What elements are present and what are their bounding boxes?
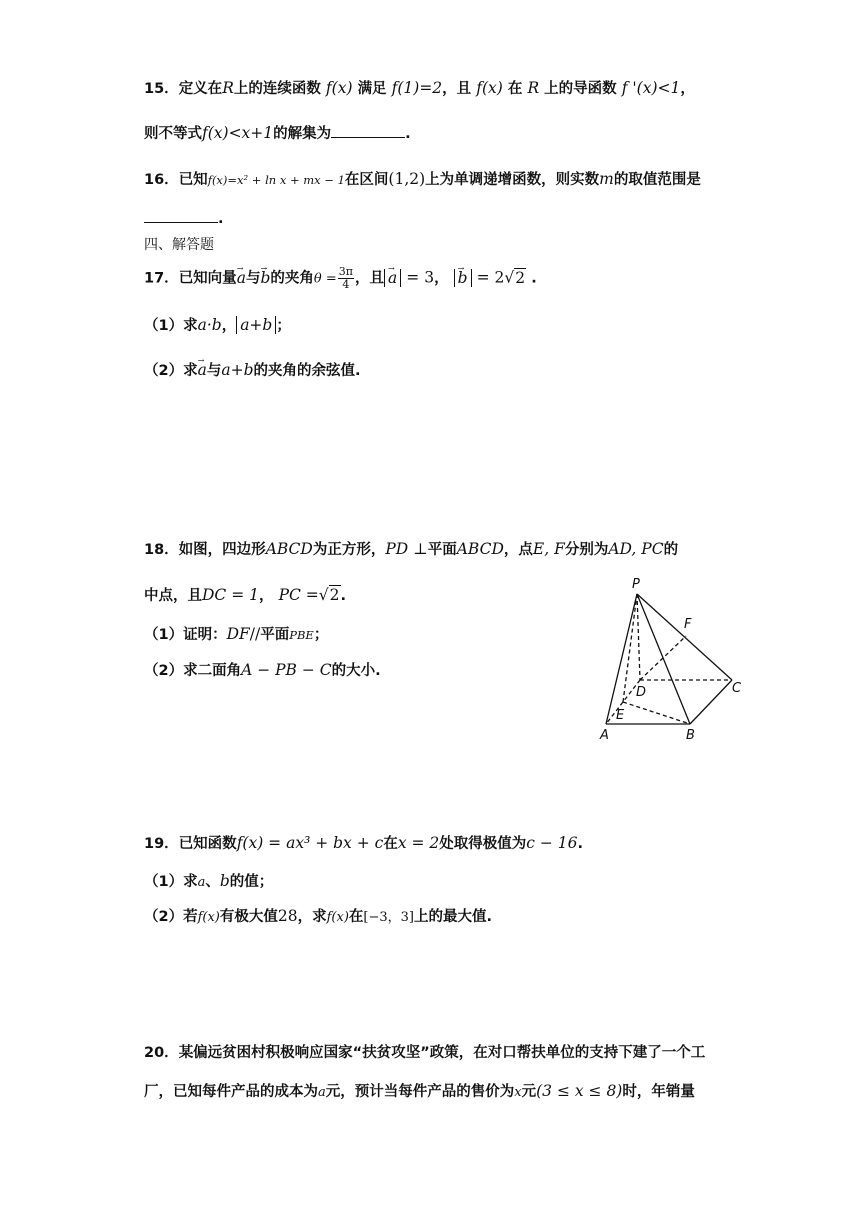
q19-line1 — [144, 832, 583, 855]
text: . — [405, 126, 411, 142]
math: a — [318, 1085, 326, 1100]
text: 中点，且 — [144, 588, 202, 604]
text: ，且 — [354, 270, 384, 287]
q16-number: 16． — [144, 172, 179, 188]
text: . — [218, 211, 224, 227]
text: 在 — [507, 81, 523, 97]
math: PBE — [289, 628, 314, 642]
text: 已知 — [178, 172, 208, 188]
text: （1）求 — [144, 318, 198, 334]
math: f(x) — [326, 910, 349, 925]
edge-PB — [637, 594, 690, 724]
text: 与 — [206, 363, 222, 379]
text: 的大小. — [331, 663, 381, 679]
text: 分别为 — [564, 542, 609, 558]
q20-line1 — [144, 1042, 705, 1064]
text: . — [340, 588, 347, 604]
text: 定义在 — [178, 81, 223, 97]
math: (1,2) — [388, 170, 426, 188]
text: ，且 — [442, 81, 472, 97]
math: → a — [198, 359, 207, 381]
text: ， — [680, 81, 695, 97]
q15-line2 — [144, 122, 411, 145]
text: 厂，已知每件产品的成本为 — [144, 1084, 318, 1100]
q19-part1 — [144, 870, 273, 894]
math: [−3，3] — [363, 910, 415, 925]
text: 的 — [663, 542, 679, 558]
q18-part1 — [144, 623, 328, 646]
q15-line1 — [144, 77, 695, 100]
text: 的值； — [229, 874, 274, 890]
math: c − 16 — [526, 834, 578, 852]
math: // — [249, 625, 261, 643]
math: PD ⊥ — [385, 540, 428, 558]
text: 在区间 — [344, 172, 389, 188]
text: 的夹角的余弦值. — [253, 363, 361, 379]
math: f(x) — [197, 910, 220, 925]
math: = 3 — [406, 268, 435, 287]
text: （2）若 — [144, 909, 198, 925]
math: A − PB − C — [241, 661, 332, 679]
text: 元，预计当每件产品的售价为 — [325, 1084, 515, 1100]
edge-EB — [623, 702, 690, 724]
sqrt: √2 — [504, 268, 526, 287]
q15-number: 15． — [144, 81, 179, 97]
text: ， — [221, 318, 237, 334]
sqrt-arg: 2 — [515, 268, 526, 287]
q20-line2 — [144, 1080, 695, 1104]
math: f(1)=2 — [391, 79, 443, 97]
q16-line1 — [144, 168, 701, 191]
text: （1）证明： — [144, 627, 227, 643]
math: → b — [458, 267, 468, 289]
text: 元 — [521, 1084, 537, 1100]
text: ； — [313, 627, 329, 643]
text: ， — [434, 270, 449, 287]
answer-blank — [144, 208, 218, 223]
math: ABCD — [265, 540, 313, 558]
text: 时，年销量 — [622, 1084, 695, 1100]
q18-line2 — [144, 584, 346, 607]
math: → a — [388, 267, 397, 289]
text: 、 — [205, 874, 220, 890]
q17-number: 17． — [144, 270, 179, 287]
edge-DF — [640, 636, 686, 680]
text: . — [577, 836, 584, 852]
math: (3 ≤ x ≤ 8) — [536, 1082, 623, 1100]
label-A: A — [600, 728, 609, 743]
text: ， — [259, 588, 274, 604]
text: 为正方形， — [312, 542, 386, 558]
math: m — [599, 170, 614, 188]
math: a·b — [197, 316, 222, 334]
text: 有极大值 — [219, 909, 278, 925]
text: 的夹角 — [270, 270, 314, 287]
sqrt-arg: 2 — [329, 586, 340, 604]
text: ，求 — [297, 909, 327, 925]
edge-PD — [637, 594, 640, 680]
text: （1）求 — [144, 874, 198, 890]
answer-blank — [331, 123, 405, 138]
q18-line1 — [144, 538, 678, 561]
math: PC = — [278, 586, 319, 604]
math: → a — [237, 267, 246, 289]
label-F: F — [684, 617, 692, 632]
q20-number: 20． — [144, 1045, 179, 1061]
label-E: E — [616, 708, 625, 723]
q18-part2 — [144, 659, 381, 682]
math: x = 2 — [397, 834, 440, 852]
q18-number: 18． — [144, 542, 179, 558]
label-B: B — [686, 728, 695, 743]
text: 上的最大值. — [414, 909, 493, 925]
math: f(x) — [476, 79, 503, 97]
text: . — [531, 270, 537, 287]
label-C: C — [732, 681, 742, 696]
text: 在 — [348, 909, 364, 925]
abs-value — [384, 269, 401, 287]
math: x — [514, 1085, 522, 1100]
text: 满足 — [357, 81, 387, 97]
text: 平面 — [260, 627, 290, 643]
math: ABCD — [456, 540, 504, 558]
text: ，点 — [503, 542, 533, 558]
abs-value — [454, 269, 472, 287]
math: a+b — [236, 316, 276, 334]
text: 在 — [383, 836, 398, 852]
math: f(x) — [325, 79, 353, 97]
math: a+b — [221, 361, 254, 379]
math: DF — [226, 625, 250, 643]
text: 如图，四边形 — [178, 542, 266, 558]
edge-BC — [690, 680, 732, 724]
pyramid-figure — [592, 574, 762, 744]
math: = 2 — [476, 268, 505, 287]
text: 上为单调递增函数，则实数 — [425, 172, 600, 188]
text: （2）求二面角 — [144, 663, 242, 679]
text: 已知函数 — [178, 836, 237, 852]
frac-den: 4 — [342, 278, 350, 291]
q19-number: 19． — [144, 836, 179, 852]
math: θ = — [313, 271, 337, 287]
math: f '(x)<1 — [621, 79, 681, 97]
text: （2）求 — [144, 363, 198, 379]
math: f(x) = ax³ + bx + c — [236, 834, 384, 852]
text: 平面 — [427, 542, 457, 558]
math: → b — [260, 267, 270, 289]
q16-line2 — [144, 208, 224, 230]
label-D: D — [636, 685, 647, 700]
math: R — [222, 79, 234, 97]
frac-num: 3π — [338, 265, 353, 278]
text: 已知向量 — [178, 270, 237, 287]
text: 上的连续函数 — [233, 81, 321, 97]
text: 与 — [245, 270, 261, 287]
text: 的解集为 — [273, 126, 332, 142]
text: 的取值范围是 — [613, 172, 701, 188]
math: 28 — [277, 907, 298, 925]
math: DC = 1 — [202, 586, 259, 604]
sqrt: √2 — [318, 586, 340, 604]
label-P: P — [632, 577, 640, 592]
math: a — [197, 875, 206, 890]
q17-line1 — [144, 266, 537, 291]
q17-part2 — [144, 359, 361, 382]
math: b — [219, 872, 230, 890]
section-title: 四、解答题 — [144, 237, 214, 253]
fraction — [338, 266, 354, 291]
text: 处取得极值为 — [439, 836, 527, 852]
math: R — [527, 79, 540, 97]
edge-PC — [637, 594, 732, 680]
q19-part2 — [144, 905, 492, 929]
text: 则不等式 — [144, 126, 202, 142]
math: f(x)=x² + ln x + mx − 1 — [207, 173, 345, 187]
q17-part1 — [144, 314, 291, 337]
math: AD, PC — [608, 540, 664, 558]
math: E, F — [532, 540, 565, 558]
math: f(x)<x+1 — [202, 124, 274, 142]
text: ； — [276, 318, 291, 334]
text: 上的导函数 — [544, 81, 617, 97]
text: 某偏远贫困村积极响应国家“扶贫攻坚”政策，在对口帮扶单位的支持下建了一个工 — [178, 1045, 706, 1061]
